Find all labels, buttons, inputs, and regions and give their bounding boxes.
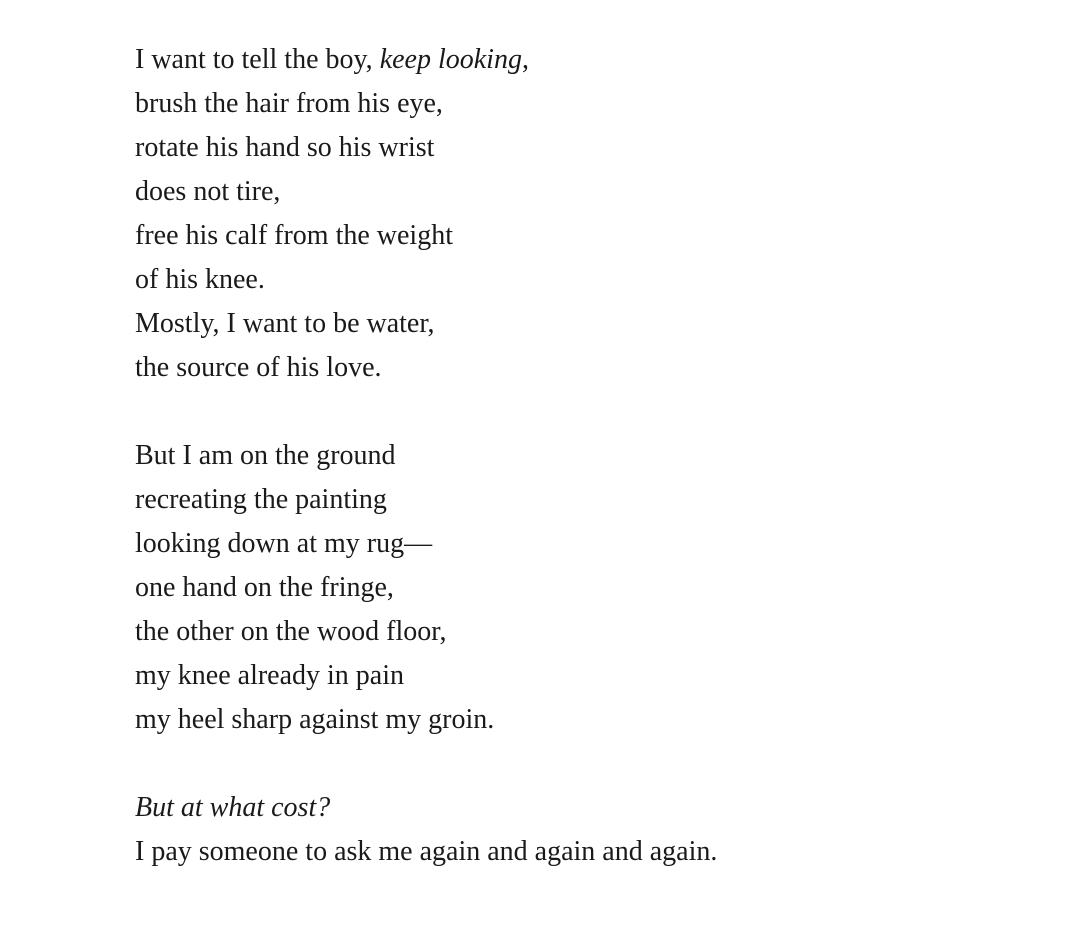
poem-line: rotate his hand so his wrist [135, 132, 435, 163]
stanza-3 [135, 786, 1077, 874]
poem-line: my heel sharp against my groin. [135, 704, 495, 735]
poem-line: of his knee. [135, 264, 265, 295]
poem-line: I pay someone to ask me again and again and again. [135, 836, 718, 867]
poem-line: the source of his love. [135, 352, 382, 383]
poem-line [135, 38, 1077, 82]
poem-line: But I am on the ground [135, 440, 396, 471]
poem-line: does not tire, [135, 176, 281, 207]
poem-line: the other on the wood floor, [135, 616, 447, 647]
poem-line-text: I want to tell the boy, [135, 44, 380, 75]
poem-line: looking down at my rug— [135, 528, 433, 559]
poem-line: recreating the painting [135, 484, 387, 515]
poem-line: free his calf from the weight [135, 220, 453, 251]
poem-line: one hand on the fringe, [135, 572, 394, 603]
poem-line-text: , [521, 44, 529, 75]
poem-line-emphasis: keep looking [379, 44, 522, 75]
poem-line: Mostly, I want to be water, [135, 308, 435, 339]
stanza-2 [135, 434, 1077, 742]
poem-line: my knee already in pain [135, 660, 405, 691]
stanza-1 [135, 38, 1077, 390]
poem-line: brush the hair from his eye, [135, 88, 443, 119]
poem-line-italic: But at what cost? [135, 792, 331, 823]
